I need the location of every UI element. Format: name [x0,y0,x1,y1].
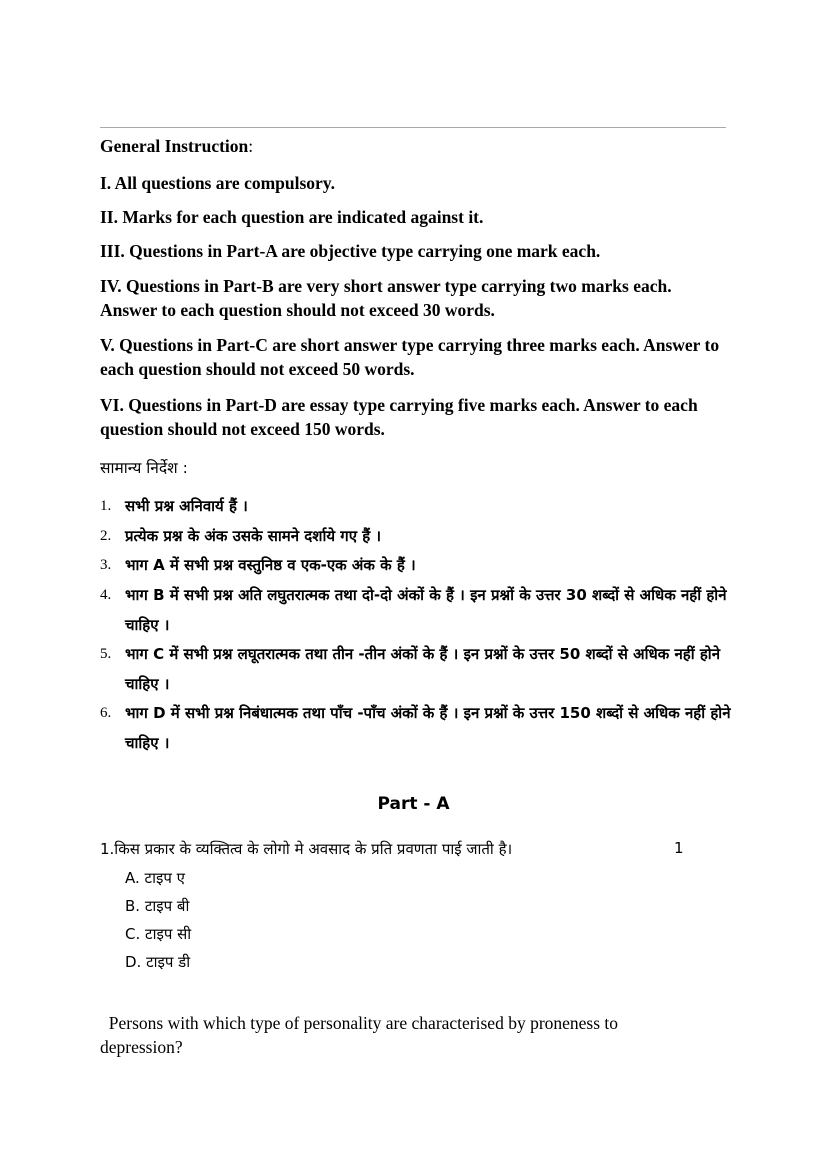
option-b: B. टाइप बी [125,897,190,915]
header-rule [100,127,726,128]
question-1-english [100,1011,700,1059]
hindi-item-number: 6. [100,705,112,721]
hindi-instruction-6 [100,698,740,758]
hindi-instruction-2 [100,521,740,551]
hindi-instruction-4 [100,580,740,640]
hindi-instruction-5 [100,639,740,699]
instruction-1: I. All questions are compulsory. [100,173,335,193]
option-d: D. टाइप डी [125,953,191,971]
hindi-instruction-heading: सामान्य निर्देश : [100,459,188,477]
hindi-item-text: भाग C में सभी प्रश्न लघूतरात्मक तथा तीन -तीन अंकों के हैं । इन प्रश्नों के उत्तर 50 शब्दों से अधिक नहीं होने चाहिए । [125,645,721,693]
question-1 [100,839,700,859]
hindi-item-number: 2. [100,528,112,544]
instruction-5: V. Questions in Part-C are short answer type carrying three marks each. Answer to each question should not exceed 50 words. [100,335,720,379]
general-instruction-colon: : [248,136,254,156]
instruction-4: IV. Questions in Part-B are very short answer type carrying two marks each. Answer to each question should not exceed 30 words. [100,276,672,320]
hindi-item-text: भाग A में सभी प्रश्न वस्तुनिष्ठ व एक-एक अंक के हैं । [125,556,416,574]
question-1-text: 1.किस प्रकार के व्यक्तित्व के लोगो मे अवसाद के प्रति प्रवणता पाई जाती है। [100,840,513,858]
hindi-instruction-1 [100,491,740,521]
question-1-marks: 1 [674,839,684,857]
instruction-3: III. Questions in Part-A are objective type carrying one mark each. [100,241,601,261]
part-title: Part - A [377,794,450,814]
hindi-item-text: भाग B में सभी प्रश्न अति लघुतरात्मक तथा दो-दो अंकों के हैं । इन प्रश्नों के उत्तर 30 शब्दों से अधिक नहीं होने चाहिए । [125,586,727,634]
hindi-item-text: सभी प्रश्न अनिवार्य हैं । [125,497,248,515]
hindi-item-number: 1. [100,498,112,514]
hindi-item-number: 3. [100,557,112,573]
hindi-item-number: 4. [100,587,112,603]
option-c: C. टाइप सी [125,925,192,943]
hindi-item-text: भाग D में सभी प्रश्न निबंधात्मक तथा पाँच -पाँच अंकों के हैं । इन प्रश्नों के उत्तर 150 शब्दों से अधिक नहीं होने चाहिए । [125,704,731,752]
general-instruction-label: General Instruction [100,136,249,156]
general-instruction-heading [100,134,730,158]
instruction-6: VI. Questions in Part-D are essay type carrying five marks each. Answer to each question should not exceed 150 words. [100,395,698,439]
hindi-instruction-3 [100,550,740,580]
option-a: A. टाइप ए [125,869,185,887]
hindi-item-number: 5. [100,646,112,662]
hindi-item-text: प्रत्येक प्रश्न के अंक उसके सामने दर्शाये गए हैं । [125,527,382,545]
instruction-2: II. Marks for each question are indicated against it. [100,207,484,227]
question-1-english-text: Persons with which type of personality are characterised by proneness to depression? [100,1013,619,1057]
